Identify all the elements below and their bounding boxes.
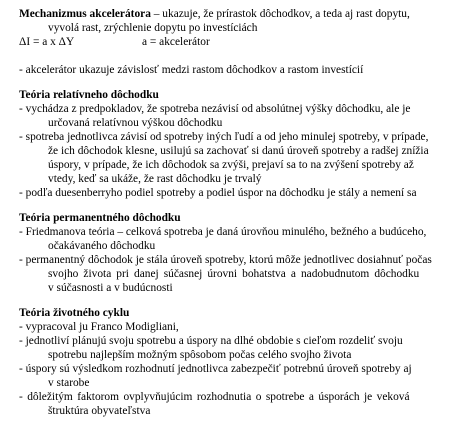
section3-line-1: - vypracoval ju Franco Modigliani,: [19, 321, 179, 333]
section3-line-4: - úspory sú výsledkom rozhodnutí jednotlivca zabezpečiť potrebnú úroveň spotreby aj: [19, 363, 412, 375]
section1-line-5: úspory, v prípade, že ich dôchodok sa zvýši, prejaví sa to na zvýšení spotreby až: [48, 159, 414, 171]
section3-line-6: - dôležitým faktorom ovplyvňujúcim rozhodnutia o spotrebe a úsporách je veková: [19, 391, 410, 403]
section1-line-6: vtedy, keď sa ukáže, že rast dôchodku je trvalý: [48, 173, 262, 185]
intro-term: Mechanizmus akcelerátora: [19, 8, 151, 20]
intro-note: - akcelerátor ukazuje závislosť medzi rastom dôchodkov a rastom investícií: [19, 64, 364, 76]
section2-line-5: v súčasnosti a v budúcnosti: [48, 282, 173, 294]
section1-line-3: - spotreba jednotlivca závisí od spotreby iných ľudí a od jeho minulej spotreby, v prípade,: [19, 131, 429, 143]
section2-line-4: svojho života pri danej súčasnej úrovni bohatstva a nadobudnutom dôchodku: [48, 268, 420, 280]
section1-line-1: - vychádza z predpokladov, že spotreba nezávisí od absolútnej výšky dôchodku, ale je: [19, 103, 411, 115]
section-title-relative-income: Teória relatívneho dôchodku: [19, 89, 159, 101]
section-title-life-cycle: Teória životného cyklu: [19, 307, 130, 319]
formula-right: a = akcelerátor: [142, 36, 210, 48]
section3-line-5: v starobe: [48, 377, 90, 389]
intro-line-1: [19, 8, 410, 22]
intro-definition: – ukazuje, že prírastok dôchodkov, a teda aj rast dopytu,: [150, 8, 410, 20]
intro-line-2: vyvolá rast, zrýchlenie dopytu po investíciách: [48, 22, 258, 34]
section1-line-2: určovaná relatívnou výškou dôchodku: [48, 117, 223, 129]
section2-line-3: - permanentný dôchodok je stála úroveň spotreby, ktorú môže jednotlivec dosiahnuť počas: [19, 254, 432, 266]
section1-line-4: že ich dôchodok klesne, usilujú sa zachovať si danú úroveň spotreby a radšej znížia: [48, 145, 429, 157]
section3-line-7: štruktúra obyvateľstva: [48, 405, 151, 417]
section3-line-2: - jednotliví plánujú svoju spotrebu a úspory na dlhé obdobie s cieľom rozdeliť svoju: [19, 335, 403, 347]
section2-line-1: - Friedmanova teória – celková spotreba je daná úrovňou minulého, bežného a budúceho,: [19, 226, 427, 238]
section3-line-3: spotrebu najlepším možným spôsobom počas celého svojho života: [48, 349, 352, 361]
formula-left: ΔI = a x ΔY: [19, 36, 75, 48]
section-title-permanent-income: Teória permanentného dôchodku: [19, 212, 181, 224]
section1-line-7: - podľa duesenberryho podiel spotreby a podiel úspor na dôchodku je stály a nemení sa: [19, 187, 417, 199]
section2-line-2: očakávaného dôchodku: [48, 240, 156, 252]
